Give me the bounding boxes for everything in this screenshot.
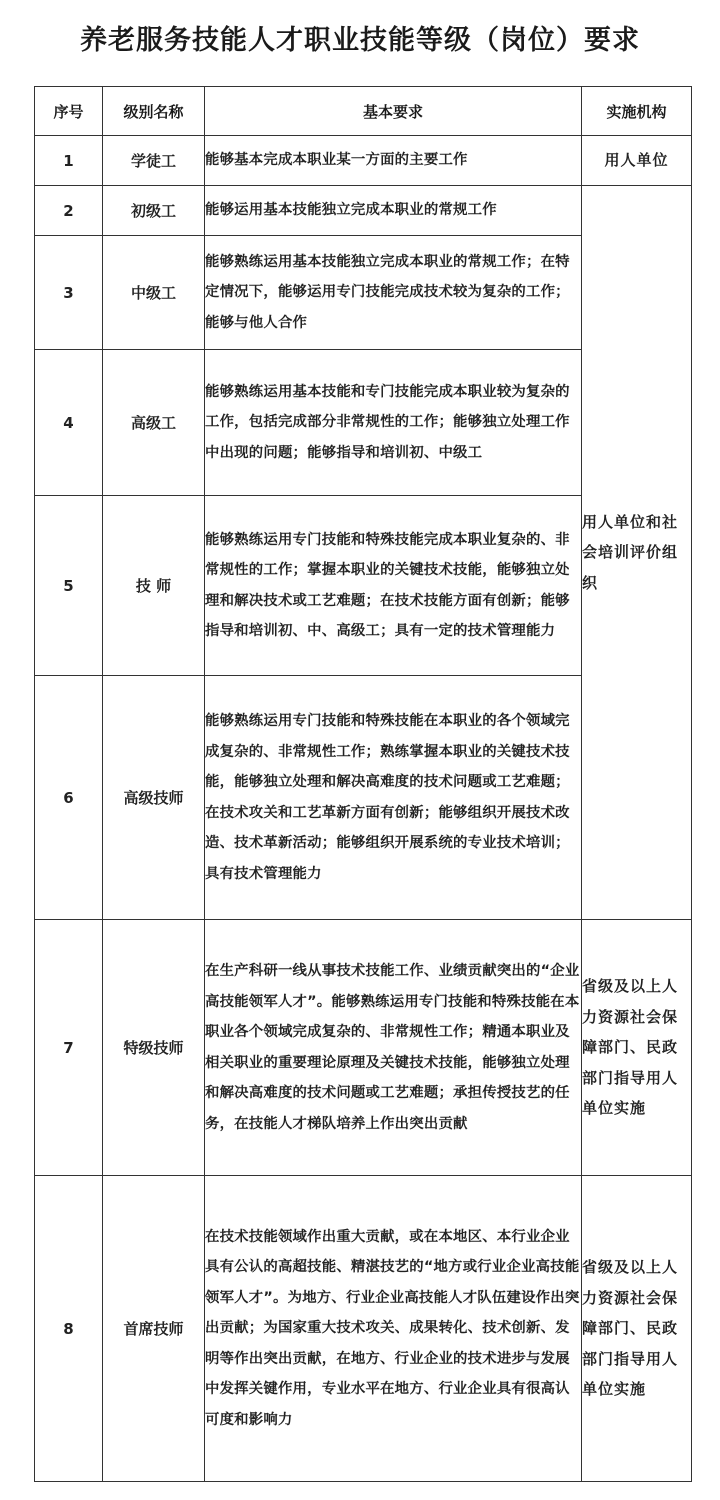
row-index: 4 xyxy=(35,350,103,496)
row-requirement: 在生产科研一线从事技术技能工作、业绩贡献突出的“企业高技能领军人才”。能够熟练运用专门技能和特殊技能在本职业各个领域完成复杂的、非常规性工作；精通本职业及相关职业的重要理论原理及关键技术技能，能够独立处理和解决高难度的技术问题或工艺难题；承担传授技艺的任务，在技能人才梯队培养上作出突出贡献 xyxy=(205,920,582,1176)
row-requirement: 能够运用基本技能独立完成本职业的常规工作 xyxy=(205,186,582,236)
row-level: 首席技师 xyxy=(103,1176,205,1482)
row-level: 特级技师 xyxy=(103,920,205,1176)
row-requirement: 能够基本完成本职业某一方面的主要工作 xyxy=(205,136,582,186)
table-header-row xyxy=(35,87,692,136)
row-level: 高级工 xyxy=(103,350,205,496)
header-level: 级别名称 xyxy=(103,87,205,136)
row-index: 8 xyxy=(35,1176,103,1482)
row-index: 2 xyxy=(35,186,103,236)
row-requirement: 能够熟练运用专门技能和特殊技能在本职业的各个领域完成复杂的、非常规性工作；熟练掌握本职业的关键技术技能，能够独立处理和解决高难度的技术问题或工艺难题；在技术攻关和工艺革新方面有创新；能够组织开展技术改造、技术革新活动；能够组织开展系统的专业技术培训；具有技术管理能力 xyxy=(205,676,582,920)
row-level: 初级工 xyxy=(103,186,205,236)
header-index: 序号 xyxy=(35,87,103,136)
row-index: 1 xyxy=(35,136,103,186)
table-row xyxy=(35,136,692,186)
table-row xyxy=(35,186,692,236)
row-index: 3 xyxy=(35,236,103,350)
row-level: 技 师 xyxy=(103,496,205,676)
row-requirement: 能够熟练运用基本技能和专门技能完成本职业较为复杂的工作，包括完成部分非常规性的工作；能够独立处理工作中出现的问题；能够指导和培训初、中级工 xyxy=(205,350,582,496)
table-row xyxy=(35,1176,692,1482)
row-org: 省级及以上人力资源社会保障部门、民政部门指导用人单位实施 xyxy=(582,1176,692,1482)
row-level: 高级技师 xyxy=(103,676,205,920)
row-level: 学徒工 xyxy=(103,136,205,186)
row-index: 5 xyxy=(35,496,103,676)
row-requirement: 在技术技能领域作出重大贡献，或在本地区、本行业企业具有公认的高超技能、精湛技艺的“地方或行业企业高技能领军人才”。为地方、行业企业高技能人才队伍建设作出突出贡献；为国家重大技术攻关、成果转化、技术创新、发明等作出突出贡献，在地方、行业企业的技术进步与发展中发挥关键作用，专业水平在地方、行业企业具有很高认可度和影响力 xyxy=(205,1176,582,1482)
skill-level-table xyxy=(34,86,692,1482)
page-title: 养老服务技能人才职业技能等级（岗位）要求 xyxy=(80,25,640,56)
header-org: 实施机构 xyxy=(582,87,692,136)
header-requirement: 基本要求 xyxy=(205,87,582,136)
row-index: 6 xyxy=(35,676,103,920)
row-requirement: 能够熟练运用专门技能和特殊技能完成本职业复杂的、非常规性的工作；掌握本职业的关键技术技能，能够独立处理和解决技术或工艺难题；在技术技能方面有创新；能够指导和培训初、中、高级工；具有一定的技术管理能力 xyxy=(205,496,582,676)
row-org: 用人单位 xyxy=(582,136,692,186)
row-index: 7 xyxy=(35,920,103,1176)
row-org-merged: 用人单位和社会培训评价组织 xyxy=(582,186,692,920)
row-requirement: 能够熟练运用基本技能独立完成本职业的常规工作；在特定情况下，能够运用专门技能完成技术较为复杂的工作；能够与他人合作 xyxy=(205,236,582,350)
row-org: 省级及以上人力资源社会保障部门、民政部门指导用人单位实施 xyxy=(582,920,692,1176)
table-row xyxy=(35,920,692,1176)
row-level: 中级工 xyxy=(103,236,205,350)
